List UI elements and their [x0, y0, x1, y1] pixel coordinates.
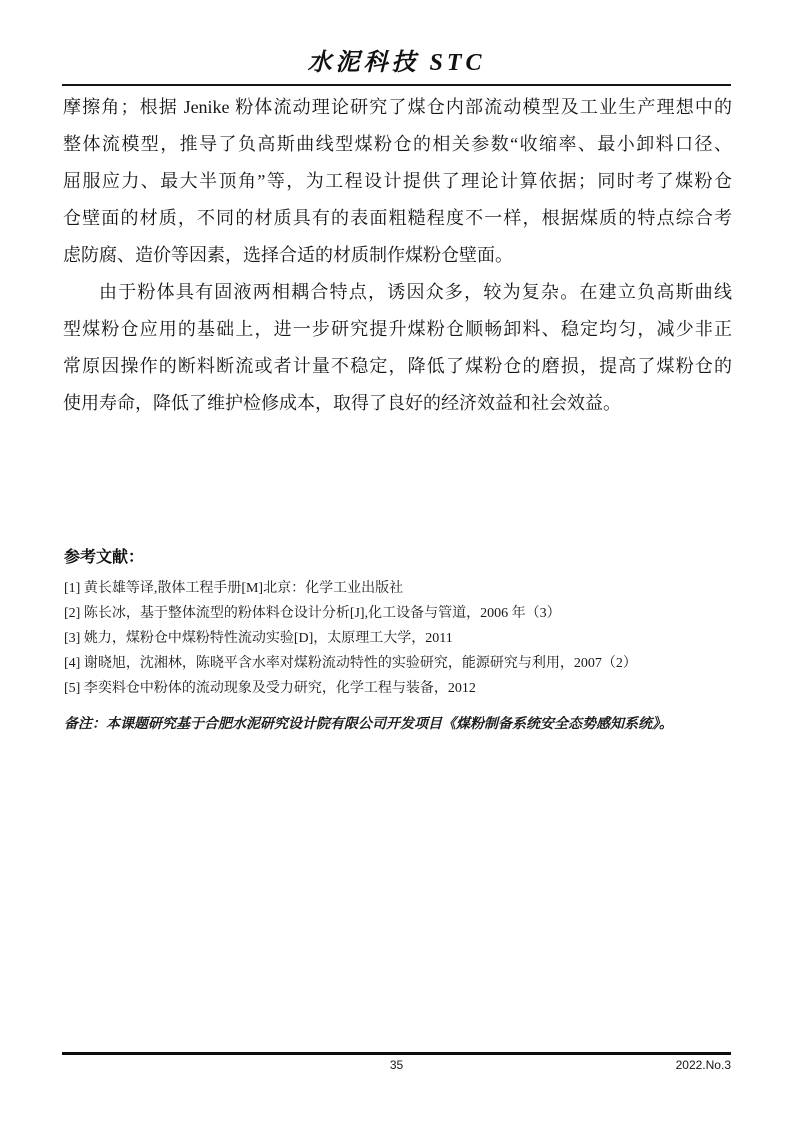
references-section [64, 546, 744, 701]
note-text: 备注：本课题研究基于合肥水泥研究设计院有限公司开发项目《煤粉制备系统安全态势感知系统》。 [64, 717, 673, 732]
reference-item: [4] 谢晓旭，沈湘林，陈晓平含水率对煤粉流动特性的实验研究，能源研究与利用，2007（2） [64, 656, 637, 671]
body-paragraph-line: 常原因操作的断料断流或者计量不稳定，降低了煤粉仓的磨损，提高了煤粉仓的 [63, 356, 732, 376]
reference-item: [3] 姚力，煤粉仓中煤粉特性流动实验[D]，太原理工大学，2011 [64, 631, 453, 646]
body-paragraph-line: 虑防腐、造价等因素，选择合适的材质制作煤粉仓壁面。 [63, 245, 513, 265]
footer-rule [62, 1052, 731, 1055]
body-paragraph-line: 仓壁面的材质，不同的材质具有的表面粗糙程度不一样，根据煤质的特点综合考 [63, 208, 732, 228]
page-number: 35 [389, 1058, 404, 1072]
body-paragraph-line: 使用寿命，降低了维护检修成本，取得了良好的经济效益和社会效益。 [63, 393, 621, 413]
reference-item: [2] 陈长冰，基于整体流型的粉体料仓设计分析[J],化工设备与管道，2006 年（3） [64, 606, 561, 621]
body-paragraph-line: 屈服应力、最大半顶角”等，为工程设计提供了理论计算依据；同时考了煤粉仓 [63, 171, 732, 191]
journal-title: 水泥科技 STC [307, 50, 486, 76]
body-paragraph-line: 摩擦角；根据 Jenike 粉体流动理论研究了煤仓内部流动模型及工业生产理想中的 [63, 97, 732, 117]
article-body [63, 89, 732, 422]
references-heading: 参考文献： [64, 549, 145, 566]
body-paragraph-line: 由于粉体具有固液两相耦合特点，诱因众多，较为复杂。在建立负高斯曲线 [99, 282, 732, 302]
header-rule [62, 84, 731, 86]
reference-item: [5] 李奕料仓中粉体的流动现象及受力研究，化学工程与装备，2012 [64, 681, 476, 696]
issue-label: 2022.No.3 [675, 1058, 731, 1072]
body-paragraph-line: 整体流模型，推导了负高斯曲线型煤粉仓的相关参数“收缩率、最小卸料口径、 [63, 134, 732, 154]
body-paragraph-line: 型煤粉仓应用的基础上，进一步研究提升煤粉仓顺畅卸料、稳定均匀，减少非正 [63, 319, 732, 339]
reference-item: [1] 黄长雄等译,散体工程手册[M]北京：化学工业出版社 [64, 581, 404, 596]
